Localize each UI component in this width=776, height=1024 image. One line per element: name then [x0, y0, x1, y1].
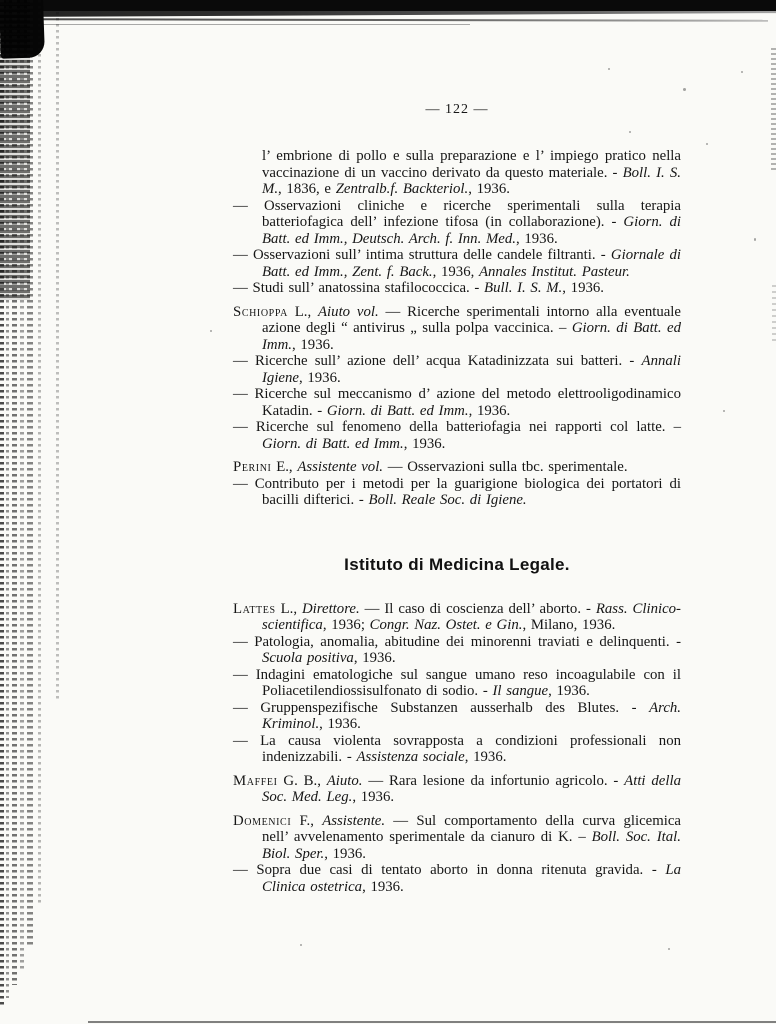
- binding-streak: [6, 0, 9, 998]
- plain-text: — Ricerche sul fenomeno della batteriofagia nei rapporti col latte. –: [233, 419, 681, 435]
- italic-text: Giorn. di Batt. ed Imm.: [262, 320, 682, 353]
- plain-text: — Ricerche sperimentali intorno alla eventuale azione degli “ antivirus „ sulla polpa vaccinica. –: [262, 303, 681, 336]
- bibliography-entry: [233, 198, 681, 248]
- scan-speck: [668, 948, 670, 950]
- italic-text: Arch. Kriminol.: [262, 699, 681, 732]
- italic-text: Giorn. di Batt. ed Imm.: [326, 402, 469, 419]
- plain-text: , 1936.: [324, 845, 366, 862]
- binding-streak: [56, 0, 59, 700]
- italic-text: Assistenza sociale: [356, 749, 465, 765]
- plain-text: , 1936.: [515, 230, 558, 247]
- bibliography: [233, 148, 681, 895]
- binding-streak: [0, 0, 4, 1008]
- italic-text: Boll. Soc. Ital. Biol. Sper.: [262, 829, 681, 862]
- italic-text: Scuola positiva: [262, 650, 354, 666]
- plain-text: — Ricerche sull’ azione dell’ acqua Katadinizzata sui batteri. -: [233, 353, 642, 369]
- italic-text: Zentralb.f. Backteriol.: [335, 181, 469, 197]
- scan-speck: [683, 88, 686, 91]
- bibliography-entry: [233, 862, 681, 895]
- bibliography-entry: [233, 247, 681, 280]
- italic-text: Direttore.: [302, 600, 360, 617]
- scan-speck: [300, 944, 302, 946]
- plain-text: , 1936.: [352, 789, 395, 805]
- plain-text: , 1936.: [468, 181, 510, 197]
- plain-text: , 1936.: [403, 435, 446, 452]
- plain-text: , 1936;: [322, 617, 370, 633]
- plain-text: — Osservazioni sull’ intima struttura delle candele filtranti. -: [233, 247, 611, 263]
- scan-artifact-binding-streaks: [0, 0, 70, 1012]
- italic-text: Giorn. di Batt. ed Imm.: [262, 435, 404, 452]
- plain-text: — Sopra due casi di tentato aborto in donna ritenuta gravida. -: [233, 862, 666, 878]
- bibliography-entry: [233, 280, 681, 297]
- scan-artifact-bottom-line: [88, 1021, 776, 1023]
- italic-text: La Clinica ostetrica: [262, 862, 681, 895]
- scan-speck: [741, 71, 743, 73]
- plain-text: — Indagini ematologiche sul sangue umano reso incoagulabile con il Poliacetilendiossisulfonato di sodio. -: [233, 666, 681, 699]
- binding-streak: [20, 0, 24, 972]
- plain-text: — Rara lesione da infortunio agricolo. -: [362, 772, 625, 789]
- italic-text: Atti della Soc. Med. Leg.: [262, 772, 681, 805]
- italic-text: Assistente.: [322, 812, 386, 829]
- author-name: Schioppa: [233, 303, 288, 320]
- page-content: [233, 100, 681, 895]
- bibliography-entry: [233, 813, 681, 863]
- scan-speck: [210, 330, 212, 332]
- bibliography-entry: [233, 304, 681, 354]
- bibliography-entry: [233, 353, 681, 386]
- plain-text: — Il caso di coscienza dell’ aborto. -: [359, 600, 596, 617]
- author-name: Maffei: [233, 772, 278, 789]
- plain-text: G. B.,: [277, 772, 327, 789]
- plain-text: , Milano, 1936.: [522, 617, 616, 633]
- plain-text: , 1936.: [562, 280, 604, 296]
- bibliography-entry: [233, 386, 681, 419]
- plain-text: , 1936.: [353, 650, 396, 666]
- plain-text: — Patologia, anomalia, abitudine dei minorenni traviati e delinquenti. -: [233, 633, 681, 650]
- plain-text: , 1936.: [292, 336, 334, 353]
- scan-speck: [723, 410, 725, 412]
- author-name: Domenici: [233, 812, 292, 829]
- scan-speck: [754, 238, 756, 241]
- italic-text: Bull. I. S. M.: [484, 280, 563, 296]
- plain-text: — Gruppenspezifische Substanzen ausserhalb des Blutes. -: [233, 699, 650, 716]
- italic-text: Boll. I. S. M.: [262, 164, 682, 197]
- italic-text: Aiuto vol.: [318, 303, 379, 320]
- plain-text: L.,: [287, 303, 319, 320]
- italic-text: Congr. Naz. Ostet. e Gin.: [369, 617, 523, 633]
- section-heading: Istituto di Medicina Legale.: [344, 554, 570, 574]
- plain-text: — Ricerche sul meccanismo d’ azione del metodo elettrooligodinamico Katadin. -: [233, 386, 681, 419]
- plain-text: — Sul comportamento della curva glicemica nell’ avvelenamento sperimentale da cianuro di K. –: [262, 812, 681, 845]
- plain-text: l’ embrione di pollo e sulla preparazione e l’ impiego pratico nella vaccinazione di un vaccino derivato da questo materiale. -: [262, 148, 681, 181]
- plain-text: , 1936.: [319, 716, 361, 732]
- page-number: — 122 —: [425, 102, 489, 117]
- bibliography-section: [233, 555, 681, 896]
- plain-text: — Contributo per i metodi per la guarigione biologica dei portatori di bacilli difterici. -: [233, 475, 681, 508]
- italic-text: Annales Institut. Pasteur.: [479, 263, 630, 280]
- italic-text: Annali Igiene: [262, 353, 681, 386]
- italic-text: Rass. Clinico-scientifica: [262, 600, 681, 633]
- italic-text: Giorn. di Batt. ed Imm., Deutsch. Arch. f. Inn. Med.: [262, 214, 681, 247]
- scan-artifact-top-line: [26, 18, 768, 22]
- italic-text: Giornale di Batt. ed Imm., Zent. f. Back.: [262, 247, 682, 280]
- bibliography-entry: [233, 773, 681, 806]
- plain-text: , 1936,: [432, 263, 479, 280]
- binding-streak: [27, 0, 33, 945]
- italic-text: Aiuto.: [326, 772, 363, 789]
- plain-text: — La causa violenta sovrapposta a condizioni professionali non indenizzabili. -: [233, 732, 681, 765]
- plain-text: , 1836, e: [278, 181, 336, 197]
- plain-text: , 1936.: [548, 683, 590, 699]
- plain-text: , 1936.: [464, 749, 507, 765]
- italic-text: Assistente vol.: [297, 459, 383, 475]
- plain-text: — Osservazioni cliniche e ricerche sperimentali sulla terapia batteriofagica dell’ infezione tifosa (in collaborazione). -: [233, 197, 681, 230]
- italic-text: Boll. Reale Soc. di Igiene.: [368, 492, 527, 508]
- plain-text: E.,: [271, 459, 298, 475]
- plain-text: , 1936.: [298, 369, 341, 386]
- scan-artifact-right-edge-2: [772, 285, 776, 345]
- bibliography-entry: [233, 419, 681, 452]
- bibliography-entry: [233, 667, 681, 700]
- bibliography-entry: [233, 459, 681, 476]
- plain-text: — Osservazioni sulla tbc. sperimentale.: [383, 459, 628, 475]
- bibliography-entry: [233, 601, 681, 634]
- binding-streak: [38, 0, 41, 905]
- bibliography-entry: [233, 733, 681, 766]
- plain-text: — Studi sull’ anatossina stafilococcica. -: [233, 280, 485, 296]
- bibliography-section: [233, 148, 681, 509]
- bibliography-entry: [233, 634, 681, 667]
- bibliography-entry: [233, 148, 681, 198]
- scan-artifact-top-line-2: [40, 24, 470, 25]
- plain-text: , 1936.: [468, 402, 511, 419]
- scan-artifact-right-edge: [771, 48, 776, 173]
- binding-streak: [12, 0, 17, 985]
- author-name: Lattes: [233, 600, 276, 617]
- scan-speck: [706, 143, 708, 145]
- scan-artifact-top-edge: [0, 0, 776, 11]
- plain-text: F.,: [291, 812, 323, 829]
- bibliography-entry: [233, 476, 681, 509]
- author-name: Perini: [233, 459, 272, 475]
- plain-text: L.,: [275, 600, 302, 617]
- italic-text: Il sangue: [492, 683, 549, 699]
- scan-artifact-top-edge-taper: [0, 11, 776, 17]
- scan-speck: [608, 68, 610, 70]
- bibliography-entry: [233, 700, 681, 733]
- plain-text: , 1936.: [362, 878, 404, 895]
